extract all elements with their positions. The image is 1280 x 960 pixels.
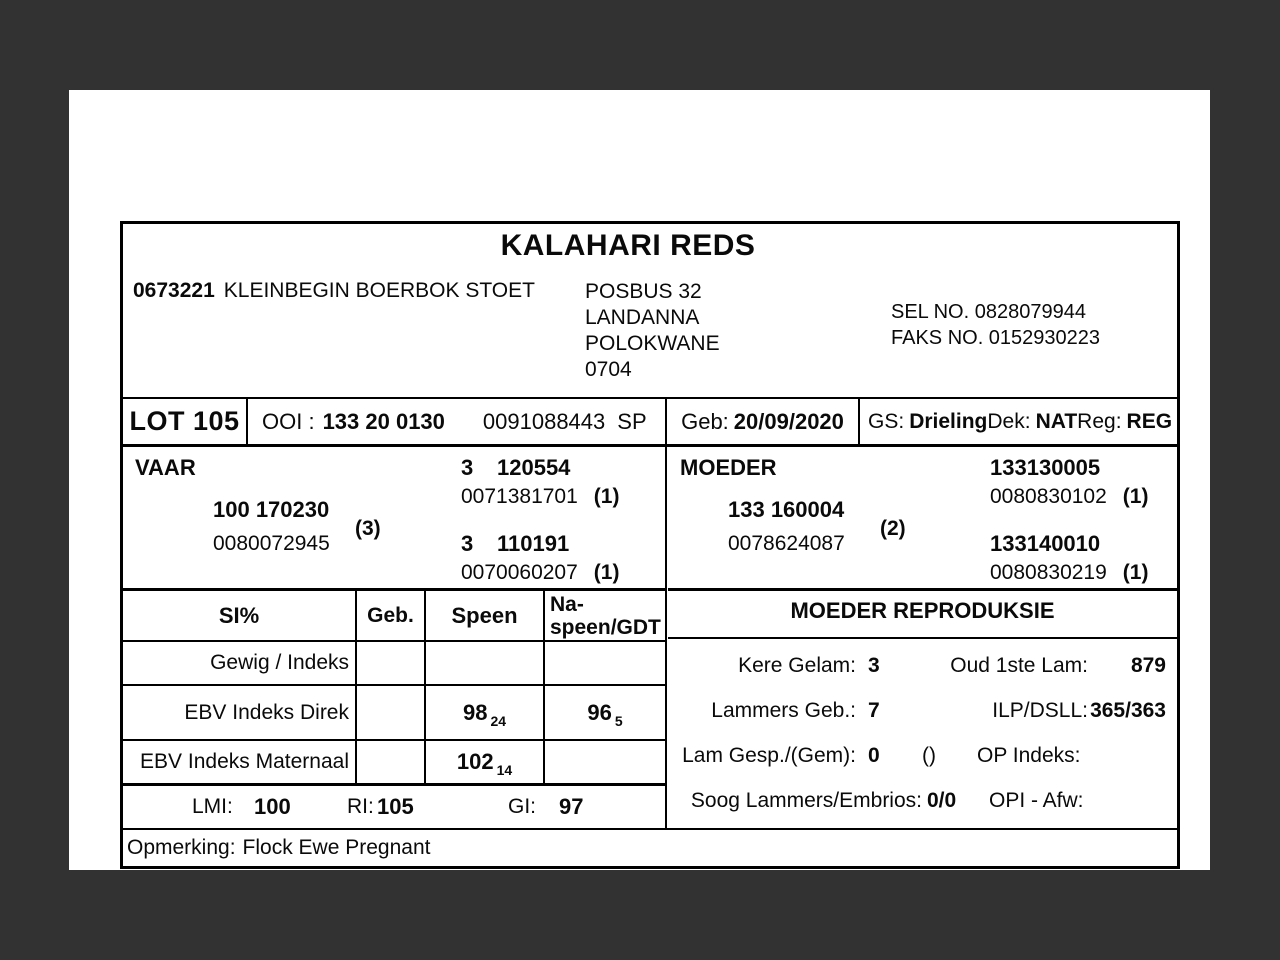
catalog-sheet: [120, 221, 1180, 869]
kere-gelam-value: 3: [868, 654, 880, 677]
dam-count: (2): [880, 517, 906, 540]
oud-1ste-lam-value: 879: [1130, 654, 1166, 677]
lam-gesp-extra: (): [922, 744, 936, 767]
speen-value: 102 14: [426, 741, 545, 783]
grandsire-count: (1): [593, 485, 620, 508]
si-table: [123, 588, 665, 786]
grandsire-reg-number: 0071381701: [461, 485, 578, 508]
grandsire-band: 3: [461, 455, 474, 480]
si-header-row: [123, 591, 665, 642]
granddam-band: 133: [990, 531, 1027, 556]
speen-value: [426, 642, 545, 684]
remark-text: Flock Ewe Pregnant: [242, 836, 431, 859]
reproduction-divider: [668, 637, 1177, 639]
gs-pair: [868, 410, 987, 434]
geb-label: Geb:: [681, 408, 729, 434]
grandsire-count: (1): [1122, 485, 1149, 508]
lmi-label: LMI:: [192, 795, 233, 818]
si-header: SI%: [123, 591, 357, 640]
page-title: KALAHARI REDS: [500, 229, 756, 262]
soog-lammers-value: 0/0: [927, 789, 957, 812]
reg-label: Reg:: [1077, 409, 1122, 433]
sire-section-label: VAAR: [135, 455, 196, 480]
fax-number-line: FAKS NO. 0152930223: [891, 327, 1101, 349]
speen-header: Speen: [426, 591, 545, 640]
gi-value: 97: [559, 794, 584, 819]
table-row: [123, 741, 665, 783]
reproduction-section: [668, 588, 1177, 828]
dam-block: [728, 497, 845, 556]
reproduction-row: [668, 744, 1177, 772]
naspeen-value: [545, 741, 665, 783]
remark-row: [123, 828, 1177, 866]
granddam-count: (1): [1122, 561, 1149, 584]
center-divider: [665, 447, 667, 828]
reproduction-title: MOEDER REPRODUKSIE: [790, 598, 1055, 623]
grandsire-reg-number: 0080830102: [990, 485, 1107, 508]
row-label: Gewig / Indeks: [123, 642, 357, 684]
geb-value: [357, 686, 426, 739]
stud-name: KLEINBEGIN BOERBOK STOET: [223, 279, 535, 302]
granddam-id: 110191: [497, 531, 570, 556]
animal-id: 133 20 0130: [322, 408, 445, 434]
reproduction-row: [668, 654, 1177, 682]
naspeen-value: [545, 642, 665, 684]
address-line: LANDANNA: [585, 306, 700, 329]
granddam-id: 140010: [1026, 531, 1101, 556]
geb-header: Geb.: [357, 591, 426, 640]
table-row: [123, 686, 665, 741]
ilp-dsll-label: ILP/DSLL:: [992, 699, 1088, 722]
table-row: [123, 642, 665, 686]
animal-type-label: OOI :: [262, 408, 315, 434]
status-cell: [860, 399, 1177, 444]
maternal-granddam-block: [990, 531, 1148, 585]
row-label: EBV Indeks Direk: [123, 686, 357, 739]
reg-value: REG: [1126, 409, 1173, 433]
sire-pedigree: [123, 447, 665, 588]
lot-number: LOT 105: [123, 399, 248, 444]
reproduction-row: [668, 699, 1177, 727]
paternal-granddam-block: [461, 531, 619, 585]
sire-block: [213, 497, 330, 556]
address-line: 0704: [585, 358, 632, 381]
paternal-grandsire-block: [461, 455, 619, 509]
speen-value: 98 24: [426, 686, 545, 739]
address-line: POLOKWANE: [585, 332, 720, 355]
breeder-line: [133, 279, 535, 303]
birthdate-cell: [667, 399, 860, 444]
animal-reg-number: 0091088443: [482, 408, 606, 434]
reg-pair: [1077, 410, 1172, 434]
naspeen-header: Na- speen/GDT: [550, 592, 661, 639]
animal-suffix: SP: [617, 408, 647, 434]
dam-id: 133 160004: [728, 497, 845, 522]
sire-id: 100 170230: [213, 497, 330, 522]
granddam-count: (1): [593, 561, 620, 584]
dek-value: NAT: [1035, 409, 1078, 433]
granddam-reg-number: 0080830219: [990, 561, 1107, 584]
dek-pair: [987, 410, 1077, 434]
grandsire-id: 120554: [497, 455, 571, 480]
remark-label: Opmerking:: [127, 836, 236, 859]
opi-afw-label: OPI - Afw:: [989, 789, 1084, 812]
cell-number-line: SEL NO. 0828079944: [891, 301, 1086, 323]
granddam-reg-number: 0070060207: [461, 561, 578, 584]
ilp-dsll-value: 365/363: [1090, 699, 1166, 722]
sire-count: (3): [355, 517, 381, 540]
grandsire-band: 133: [990, 455, 1027, 480]
granddam-band: 3: [461, 531, 474, 556]
dam-section-label: MOEDER: [680, 455, 777, 480]
maternal-grandsire-block: [990, 455, 1148, 509]
geb-value: [357, 642, 426, 684]
kere-gelam-label: Kere Gelam:: [738, 654, 856, 677]
geb-value: [357, 741, 426, 783]
document-page: [69, 90, 1210, 870]
grandsire-id: 130005: [1026, 455, 1101, 480]
animal-id-cell: [248, 399, 667, 444]
dam-pedigree: [668, 447, 1177, 588]
lot-row: [123, 397, 1177, 447]
op-indeks-label: OP Indeks:: [977, 744, 1081, 767]
lmi-value: 100: [254, 794, 291, 819]
gi-label: GI:: [508, 795, 537, 818]
dek-label: Dek:: [987, 409, 1031, 433]
oud-1ste-lam-label: Oud 1ste Lam:: [950, 654, 1088, 677]
sire-reg-number: 0080072945: [213, 532, 330, 555]
reproduction-row: [668, 789, 1177, 817]
row-label: EBV Indeks Maternaal: [123, 741, 357, 783]
address-line: POSBUS 32: [585, 280, 702, 303]
lam-gesp-value: 0: [868, 744, 880, 767]
gs-label: GS:: [868, 409, 905, 433]
ri-value: 105: [377, 794, 414, 819]
index-row: [123, 786, 665, 828]
lammers-geb-label: Lammers Geb.:: [711, 699, 856, 722]
soog-lammers-label: Soog Lammers/Embrios:: [690, 789, 922, 812]
gs-value: Drieling: [909, 409, 988, 433]
contact-block: [891, 299, 1100, 351]
dam-reg-number: 0078624087: [728, 532, 845, 555]
lammers-geb-value: 7: [868, 699, 880, 722]
breeder-number: 0673221: [133, 279, 215, 302]
geb-date: 20/09/2020: [733, 408, 844, 434]
address-block: [585, 279, 720, 383]
naspeen-value: 96 5: [587, 699, 623, 729]
ri-label: RI:: [347, 795, 374, 818]
lam-gesp-label: Lam Gesp./(Gem):: [682, 744, 856, 767]
